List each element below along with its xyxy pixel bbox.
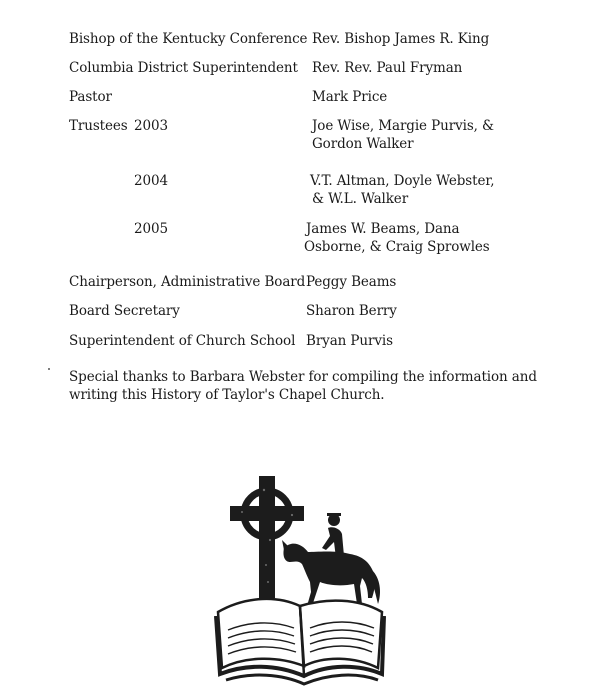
trustees-2003-line1: Joe Wise, Margie Purvis, & xyxy=(312,118,494,134)
name-board-secretary: Sharon Berry xyxy=(306,303,397,319)
trustees-2005-line2: Osborne, & Craig Sprowles xyxy=(304,239,490,255)
trustees-2004-line2: & W.L. Walker xyxy=(312,191,409,207)
role-board-secretary: Board Secretary xyxy=(69,303,180,319)
name-chairperson: Peggy Beams xyxy=(306,274,397,290)
cross-rider-bible-icon xyxy=(212,470,388,690)
role-district-superintendent: Columbia District Superintendent xyxy=(69,60,298,76)
acknowledgement-line2: writing this History of Taylor's Chapel Church. xyxy=(69,387,385,403)
trustees-label: Trustees xyxy=(69,118,128,134)
trustees-year-2005: 2005 xyxy=(134,221,168,237)
trustees-2004-line1: V.T. Altman, Doyle Webster, xyxy=(310,173,495,189)
name-church-school-superintendent: Bryan Purvis xyxy=(306,333,393,349)
name-pastor: Mark Price xyxy=(312,89,388,105)
trustees-year-2003: 2003 xyxy=(134,118,168,134)
role-pastor: Pastor xyxy=(69,89,112,105)
name-bishop: Rev. Bishop James R. King xyxy=(312,31,490,47)
role-bishop: Bishop of the Kentucky Conference xyxy=(69,31,308,47)
acknowledgement-line1: Special thanks to Barbara Webster for compiling the information and xyxy=(69,369,537,385)
name-district-superintendent: Rev. Rev. Paul Fryman xyxy=(312,60,463,76)
trustees-year-2004: 2004 xyxy=(134,173,168,189)
stray-mark xyxy=(48,368,50,370)
role-chairperson: Chairperson, Administrative Board xyxy=(69,274,306,290)
trustees-2003-line2: Gordon Walker xyxy=(312,136,414,152)
role-church-school-superintendent: Superintendent of Church School xyxy=(69,333,296,349)
trustees-2005-line1: James W. Beams, Dana xyxy=(306,221,460,237)
